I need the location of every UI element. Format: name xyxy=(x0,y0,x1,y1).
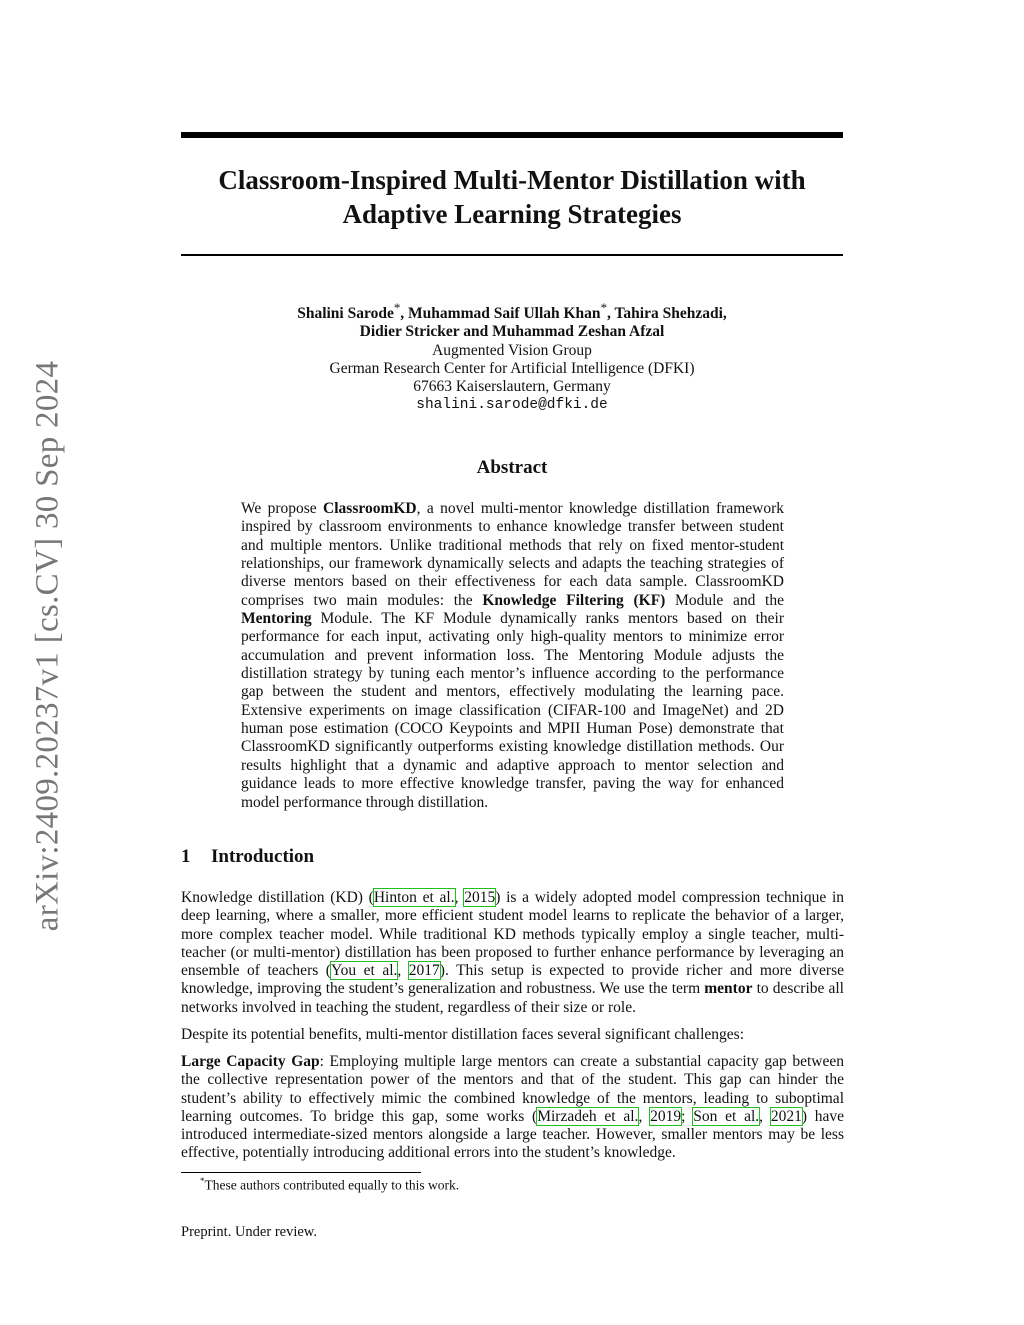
paragraph-text: Knowledge distillation (KD) ( xyxy=(181,889,374,906)
abstract-body xyxy=(241,500,784,812)
section-heading-introduction xyxy=(181,846,314,868)
author-name: Muhammad Saif Ullah Khan xyxy=(408,305,601,323)
footnote-text: These authors contributed equally to this work. xyxy=(204,1177,460,1193)
citation-link[interactable]: Hinton et al. xyxy=(373,889,455,906)
author-line-1 xyxy=(181,299,843,323)
intro-paragraph-1 xyxy=(181,889,844,1017)
affiliation-institute: German Research Center for Artificial Intelligence (DFKI) xyxy=(329,359,695,377)
equal-contribution-mark: * xyxy=(600,300,608,315)
paragraph-text: ) have introduced intermediate-sized mentors alongside a large teacher. However, smaller mentors may be less effective, potentially introducing additional errors into the student’s knowledge. xyxy=(181,1107,845,1162)
paper-title: Classroom-Inspired Multi-Mentor Distillation with Adaptive Learning Strategies xyxy=(218,165,806,229)
citation-link[interactable]: 2021 xyxy=(770,1107,802,1125)
footnote xyxy=(200,1176,459,1194)
title-top-rule xyxy=(181,132,843,138)
bold-term: Large Capacity Gap xyxy=(181,1053,320,1070)
arxiv-identifier-text: arXiv:2409.20237v1 [cs.CV] 30 Sep 2024 xyxy=(29,360,66,932)
equal-contribution-mark: * xyxy=(393,300,401,315)
bold-term: mentor xyxy=(704,980,753,998)
citation-link[interactable]: Mirzadeh et al. xyxy=(537,1107,639,1125)
abstract-text: We propose xyxy=(241,500,324,517)
citation-link[interactable]: You et al. xyxy=(330,962,398,979)
abstract-bold-term: Knowledge Filtering (KF) xyxy=(482,591,666,609)
author-separator: , xyxy=(607,305,615,323)
abstract-text: , a novel multi-mentor knowledge distillation framework inspired by classroom environments to enhance knowledge transfer between student and multiple mentors. Unlike traditional methods that rely on fixed mentor-student relationships, our framework dynamically selects and adapts the teaching strategies of diverse mentors based on their effectiveness for each data sample. ClassroomKD comprises two main modules: the xyxy=(241,500,785,609)
author-email: shalini.sarode@dfki.de xyxy=(416,397,608,414)
author-separator: , xyxy=(400,305,409,323)
paragraph-text: , xyxy=(638,1107,651,1125)
author-name: Shalini Sarode xyxy=(297,305,394,323)
footnote-rule xyxy=(181,1172,421,1173)
section-title: Introduction xyxy=(211,846,315,867)
intro-paragraph-3 xyxy=(181,1053,844,1163)
paragraph-text: : Employing multiple large mentors can create a substantial capacity gap between the collective representation power of the mentors and that of the student. This gap can hinder the student’s ability to effectively mimic the combined knowledge of the mentors, leading to suboptimal learning outcomes. To bridge this gap, some works ( xyxy=(181,1053,844,1125)
abstract-heading: Abstract xyxy=(476,457,548,478)
footnote-mark: * xyxy=(200,1176,205,1186)
paragraph-text: , xyxy=(759,1107,771,1125)
abstract-text: Module. The KF Module dynamically ranks mentors based on their performance for each input, activating only high-quality mentors to minimize error accumulation and prevent information loss. The Mentoring Module adjusts the distillation strategy by tuning each mentor’s influence according to the performance gap between the student and mentors, effectively modulating the learning pace. Extensive experiments on image classification (CIFAR-100 and ImageNet) and 2D human pose estimation (COCO Keypoints and MPII Human Pose) demonstrate that ClassroomKD significantly outperforms existing knowledge distillation methods. Our results highlight that a dynamic and adaptive approach to mentor selection and guidance leads to more effective knowledge transfer, paving the way for enhanced model performance through distillation. xyxy=(241,610,784,811)
section-number: 1 xyxy=(181,846,191,867)
author-name: Tahira Shehzadi, xyxy=(614,305,727,323)
citation-link[interactable]: 2019 xyxy=(650,1107,682,1125)
page-footer: Preprint. Under review. xyxy=(181,1224,317,1240)
paragraph-text: to describe all networks involved in teaching the student, regardless of their size or role. xyxy=(181,980,844,1016)
intro-paragraph-2: Despite its potential benefits, multi-mentor distillation faces several significant challenges: xyxy=(181,1026,745,1043)
abstract-text: Module and the xyxy=(665,591,784,609)
paragraph-text: ). This setup is expected to provide richer and more diverse knowledge, improving the student’s generalization and robustness. We use the term xyxy=(181,962,844,998)
paragraph-text: ; xyxy=(681,1107,694,1125)
abstract-bold-term: ClassroomKD xyxy=(323,500,417,517)
affiliation-address: 67663 Kaiserslautern, Germany xyxy=(413,377,611,395)
citation-link[interactable]: 2017 xyxy=(408,962,440,979)
abstract-bold-term: Mentoring xyxy=(241,610,312,628)
citation-link[interactable]: Son et al. xyxy=(693,1107,760,1125)
author-block xyxy=(181,299,843,414)
paragraph-text: , xyxy=(397,962,409,979)
author-line-2: Didier Stricker and Muhammad Zeshan Afzal xyxy=(359,323,665,341)
paragraph-text: , xyxy=(454,889,465,906)
citation-link[interactable]: 2015 xyxy=(464,889,496,906)
title-bottom-rule xyxy=(181,254,843,256)
paragraph-text: ) is a widely adopted model compression technique in deep learning, where a smaller, more efficient student model learns to replicate the behavior of a larger, more complex teacher model. While traditional KD methods typically employ a single teacher, multi-teacher (or multi-mentor) distillation has been proposed to further enhance performance by leveraging an ensemble of teachers ( xyxy=(181,889,845,979)
affiliation-group: Augmented Vision Group xyxy=(432,341,592,359)
